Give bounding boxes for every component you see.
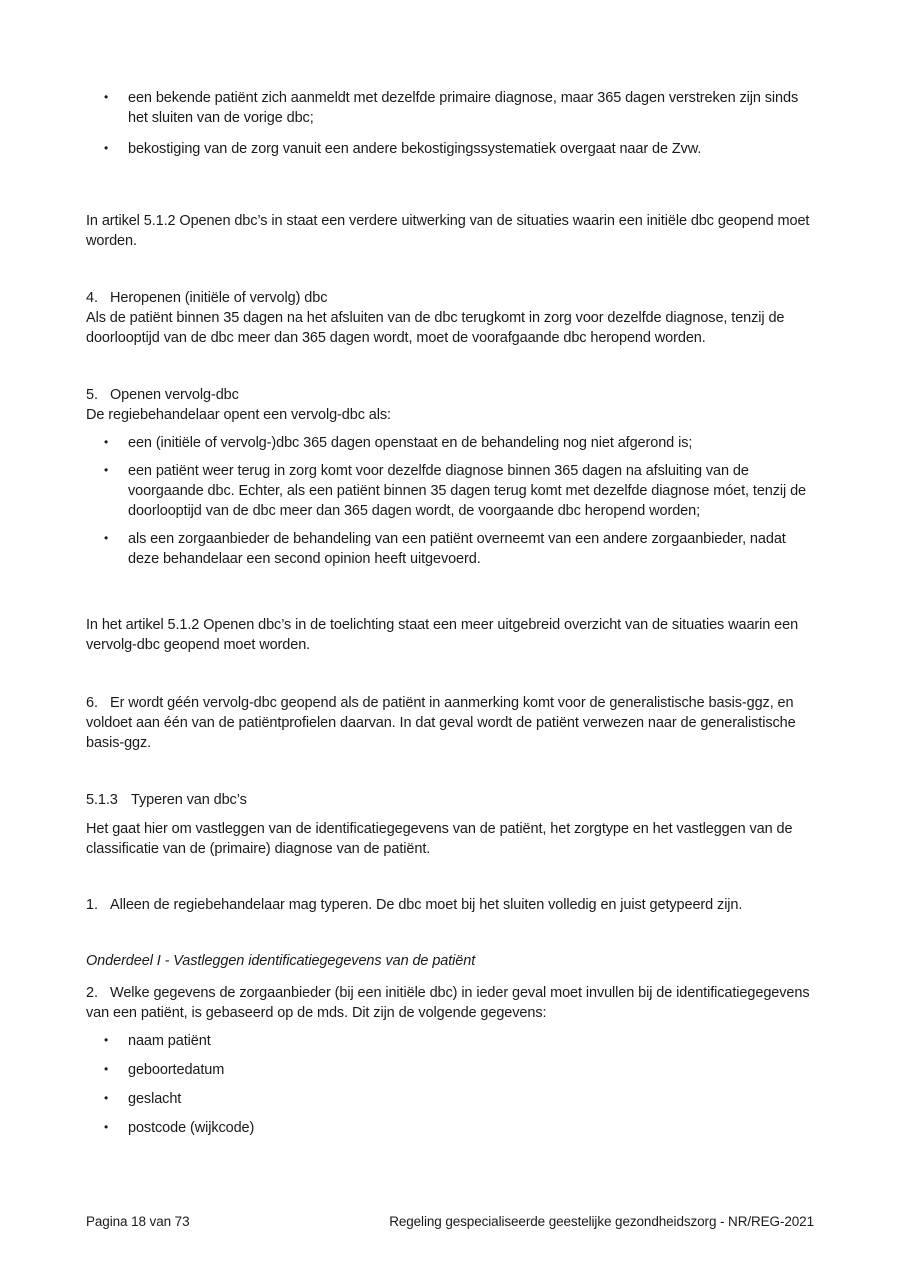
bullet-list-initiele-situaties [86, 88, 814, 170]
item-5-intro: De regiebehandelaar opent een vervolg-dbc als: [86, 407, 391, 423]
bullet-icon: • [104, 1033, 109, 1047]
item-2-body: Welke gegevens de zorgaanbieder (bij een initiële dbc) in ieder geval moet invullen bij de identificatiegegevens van een patiënt, is gebaseerd op de mds. Dit zijn de volgende gegevens: [86, 985, 810, 1021]
item-number: 1. [86, 897, 98, 913]
list-item [86, 1031, 814, 1051]
item-6-body: Er wordt géén vervolg-dbc geopend als de patiënt in aanmerking komt voor de generalistische basis-ggz, en voldoet aan één van de patiëntprofielen daarvan. In dat geval wordt de patiënt verwezen naar de generalistische basis-ggz. [86, 695, 796, 751]
heading-number: 5.1.3 [86, 792, 118, 808]
section-item-2 [86, 983, 814, 1023]
list-item [86, 88, 814, 128]
item-1-body: Alleen de regiebehandelaar mag typeren. De dbc moet bij het sluiten volledig en juist getypeerd zijn. [110, 897, 743, 913]
section-item-5 [86, 385, 814, 425]
heading-513 [86, 790, 814, 810]
section-item-1 [86, 895, 814, 915]
list-item-text: postcode (wijkcode) [128, 1120, 255, 1136]
footer-page-number: Pagina 18 van 73 [86, 1214, 190, 1229]
heading-title: Typeren van dbc’s [131, 792, 247, 808]
item-title: Openen vervolg-dbc [110, 387, 239, 403]
paragraph-typeren-intro: Het gaat hier om vastleggen van de identificatiegegevens van de patiënt, het zorgtype en het vastleggen van de classificatie van de (primaire) diagnose van de patiënt. [86, 821, 793, 857]
paragraph-artikel-512-vervolg: In het artikel 5.1.2 Openen dbc’s in de toelichting staat een meer uitgebreid overzicht van de situaties waarin een vervolg-dbc geopend moet worden. [86, 617, 799, 653]
section-item-4 [86, 288, 814, 348]
item-number: 6. [86, 695, 98, 711]
list-item-text: naam patiënt [128, 1033, 211, 1049]
list-item [86, 461, 814, 521]
list-item-text: een patiënt weer terug in zorg komt voor dezelfde diagnose binnen 365 dagen na afsluiting van de voorgaande dbc. Echter, als een patiënt binnen 35 dagen terug komt met dezelfde diagnose móet, tenzij de doorlooptijd van de dbc meer dan 365 dagen wordt, de voorgaande dbc heropend worden; [128, 463, 807, 519]
list-item [86, 1118, 814, 1138]
bullet-icon: • [104, 435, 109, 449]
bullet-list-vervolg-dbc [86, 433, 814, 577]
bullet-icon: • [104, 90, 109, 104]
list-item [86, 433, 814, 453]
item-number: 2. [86, 985, 98, 1001]
onderdeel-heading: Onderdeel I - Vastleggen identificatiegegevens van de patiënt [86, 953, 476, 969]
item-number: 5. [86, 387, 98, 403]
list-item-text: een (initiële of vervolg-)dbc 365 dagen openstaat en de behandeling nog niet afgerond is; [128, 435, 693, 451]
bullet-icon: • [104, 463, 109, 477]
item-5-title-line [86, 385, 814, 405]
page-footer [86, 1213, 814, 1231]
bullet-icon: • [104, 141, 109, 155]
bullet-icon: • [104, 531, 109, 545]
list-item [86, 1060, 814, 1080]
bullet-icon: • [104, 1091, 109, 1105]
list-item [86, 529, 814, 569]
list-item-text: als een zorgaanbieder de behandeling van een patiënt overneemt van een andere zorgaanbieder, nadat deze behandelaar een second opinion heeft uitgevoerd. [128, 531, 786, 567]
footer-doc-title: Regeling gespecialiseerde geestelijke gezondheidszorg - NR/REG-2021 [389, 1214, 814, 1229]
list-item [86, 139, 814, 159]
section-item-6 [86, 693, 814, 753]
list-item-text: bekostiging van de zorg vanuit een andere bekostigingssystematiek overgaat naar de Zvw. [128, 141, 702, 157]
bullet-list-mds-gegevens [86, 1031, 814, 1147]
item-title: Heropenen (initiële of vervolg) dbc [110, 290, 328, 306]
list-item-text: geslacht [128, 1091, 182, 1107]
item-4-title-line [86, 288, 814, 308]
list-item [86, 1089, 814, 1109]
bullet-icon: • [104, 1120, 109, 1134]
item-4-body: Als de patiënt binnen 35 dagen na het afsluiten van de dbc terugkomt in zorg voor dezelfde diagnose, tenzij de doorlooptijd van de dbc meer dan 365 dagen wordt, moet de voorafgaande dbc heropend worden. [86, 310, 785, 346]
list-item-text: geboortedatum [128, 1062, 225, 1078]
paragraph-artikel-512-initiele: In artikel 5.1.2 Openen dbc’s in staat een verdere uitwerking van de situaties waarin een initiële dbc geopend moet worden. [86, 213, 810, 249]
item-number: 4. [86, 290, 98, 306]
list-item-text: een bekende patiënt zich aanmeldt met dezelfde primaire diagnose, maar 365 dagen verstreken zijn sinds het sluiten van de vorige dbc; [128, 90, 799, 126]
bullet-icon: • [104, 1062, 109, 1076]
